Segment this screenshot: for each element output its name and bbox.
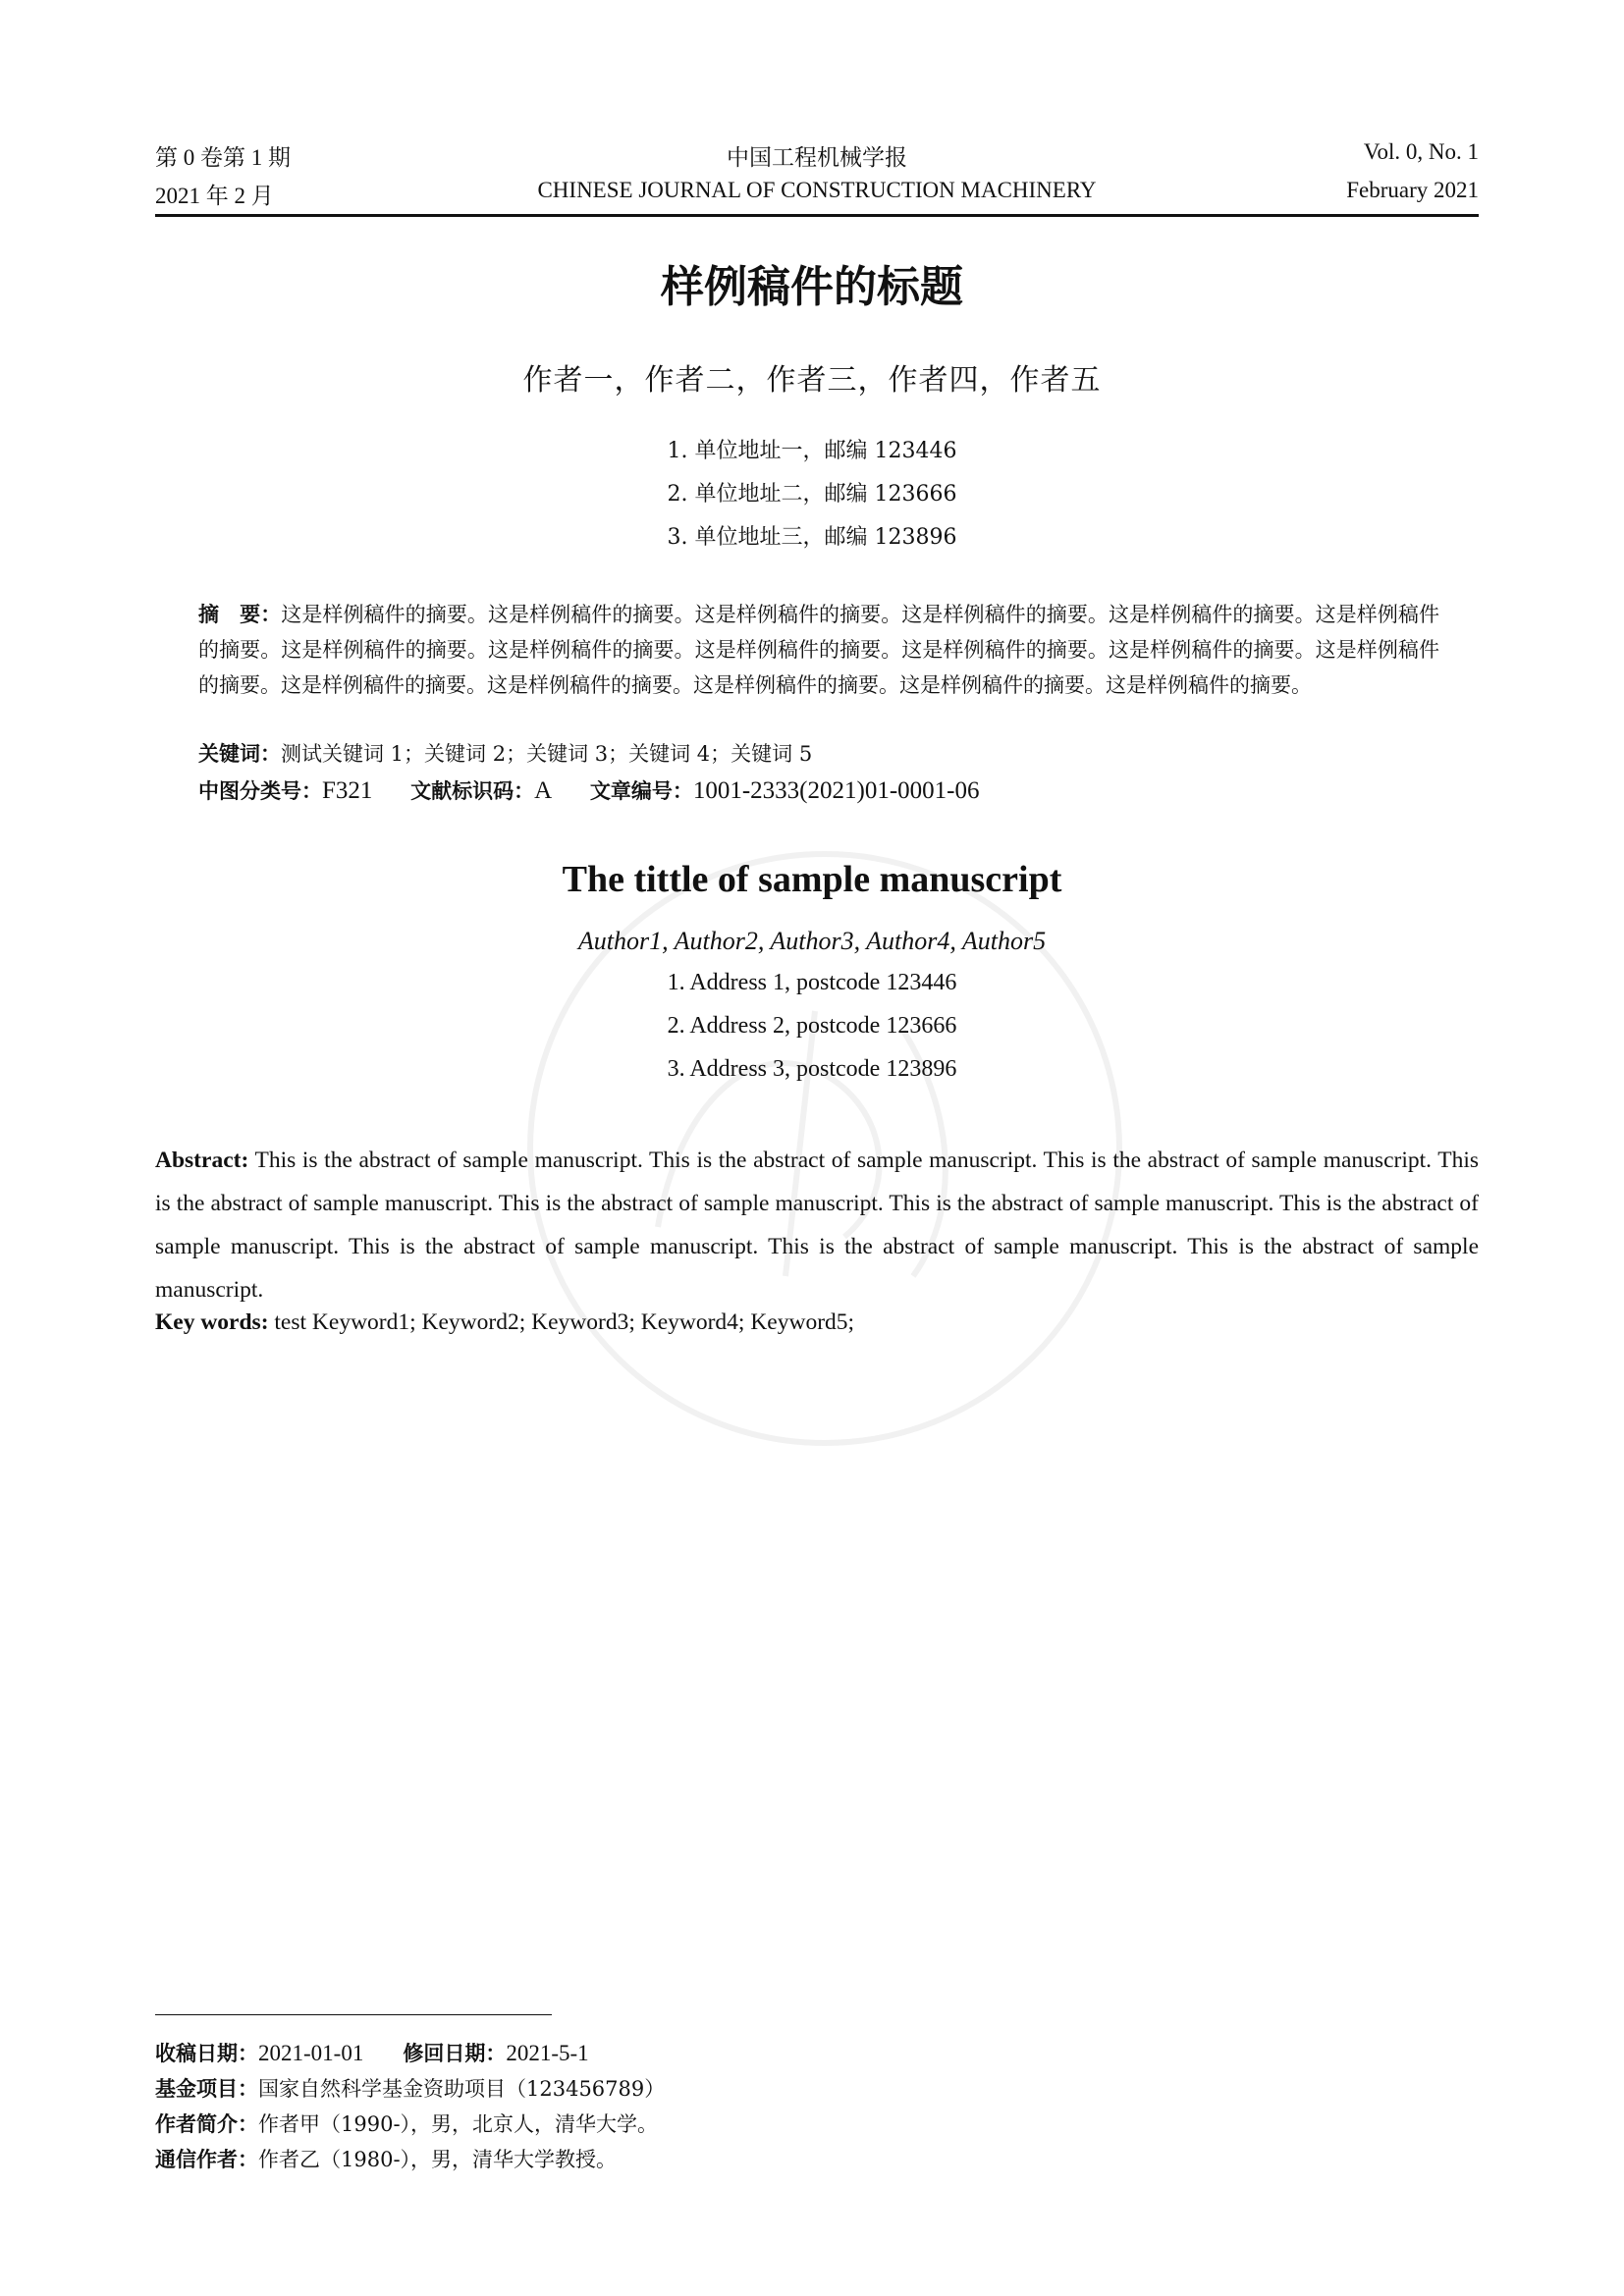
footnote-dates (155, 2038, 589, 2067)
keywords-en-text: test Keyword1; Keyword2; Keyword3; Keyword4; Keyword5; (268, 1309, 855, 1335)
doc-code-value: A (534, 777, 553, 804)
journal-name-cn: 中国工程机械学报 (727, 145, 907, 170)
keywords-en (155, 1309, 854, 1336)
running-header-line-1 (155, 139, 1479, 175)
clc-label: 中图分类号： (198, 779, 322, 803)
revised-value: 2021-5-1 (506, 2041, 589, 2065)
classification-line (198, 775, 1010, 805)
affiliation-en-3: 3. Address 3, postcode 123896 (667, 1056, 957, 1082)
issue-cn: 第 0 卷第 1 期 (155, 145, 291, 170)
fund-label: 基金项目： (155, 2077, 258, 2101)
affiliation-cn-3: 3. 单位地址三，邮编 123896 (667, 525, 957, 550)
footnote-fund (155, 2073, 665, 2103)
article-no-value: 1001-2333(2021)01-0001-06 (692, 777, 980, 804)
abstract-cn-text: 这是样例稿件的摘要。这是样例稿件的摘要。这是样例稿件的摘要。这是样例稿件的摘要。这是样例稿件的摘要。这是样例稿件的摘要。这是样例稿件的摘要。这是样例稿件的摘要。这是样例稿件的摘要。这是样例稿件的摘要。这是样例稿件的摘要。这是样例稿件的摘要。这是样例稿件的摘要。这是样例稿件的摘要。这是样例稿件的摘要。这是样例稿件的摘要。这是样例稿件的摘要。 (198, 603, 1440, 697)
fund-value: 国家自然科学基金资助项目（123456789） (258, 2077, 666, 2101)
abstract-en (155, 1139, 1479, 1311)
footnote-corresponding (155, 2144, 617, 2173)
date-en: February 2021 (1346, 178, 1479, 202)
date-cn: 2021 年 2 月 (155, 184, 274, 208)
paper-title-en: The tittle of sample manuscript (562, 859, 1062, 900)
header-rule (155, 214, 1479, 217)
abstract-en-text: This is the abstract of sample manuscript. This is the abstract of sample manuscript. This is the abstract of sample manuscript. This is the abstract of sample manuscript. This is the abstract of sample manuscript. This is the abstract of sample manuscript. This is the abstract of sample manuscript. This is the abstract of sample manuscript. This is the abstract of sample manuscript. This is the abstract of sample manuscript. (155, 1148, 1479, 1303)
affiliation-en-2: 2. Address 2, postcode 123666 (667, 1013, 957, 1039)
article-no-label: 文章编号： (589, 779, 693, 803)
revised-label: 修回日期： (403, 2042, 507, 2065)
abstract-cn (198, 597, 1439, 703)
authors-en: Author1, Author2, Author3, Author4, Author5 (577, 927, 1047, 955)
volume-en: Vol. 0, No. 1 (1363, 139, 1479, 164)
affiliation-en-1: 1. Address 1, postcode 123446 (667, 970, 957, 995)
abstract-en-label: Abstract: (155, 1148, 249, 1173)
keywords-cn (198, 738, 812, 768)
received-label: 收稿日期： (155, 2042, 258, 2065)
keywords-cn-label: 关键词： (198, 742, 281, 766)
abstract-cn-label: 摘 要： (198, 603, 282, 626)
doc-code-label: 文献标识码： (410, 779, 535, 803)
keywords-en-label: Key words: (155, 1309, 269, 1335)
corresponding-value: 作者乙（1980-），男，清华大学教授。 (258, 2148, 618, 2171)
paper-title-cn: 样例稿件的标题 (661, 262, 963, 312)
running-header-line-2 (155, 178, 1479, 213)
authors-cn: 作者一，作者二，作者三，作者四，作者五 (522, 363, 1102, 398)
corresponding-label: 通信作者： (155, 2148, 258, 2171)
footnote-author-bio (155, 2109, 658, 2138)
bio-value: 作者甲（1990-），男，北京人，清华大学。 (258, 2112, 659, 2136)
keywords-cn-text: 测试关键词 1；关键词 2；关键词 3；关键词 4；关键词 5 (281, 742, 813, 766)
clc-value: F321 (322, 777, 373, 804)
received-value: 2021-01-01 (258, 2041, 364, 2065)
journal-name-en: CHINESE JOURNAL OF CONSTRUCTION MACHINERY (537, 178, 1097, 202)
affiliation-cn-1: 1. 单位地址一，邮编 123446 (667, 439, 957, 463)
affiliation-cn-2: 2. 单位地址二，邮编 123666 (667, 482, 957, 507)
bio-label: 作者简介： (155, 2112, 258, 2136)
footnote-rule (155, 2014, 552, 2015)
